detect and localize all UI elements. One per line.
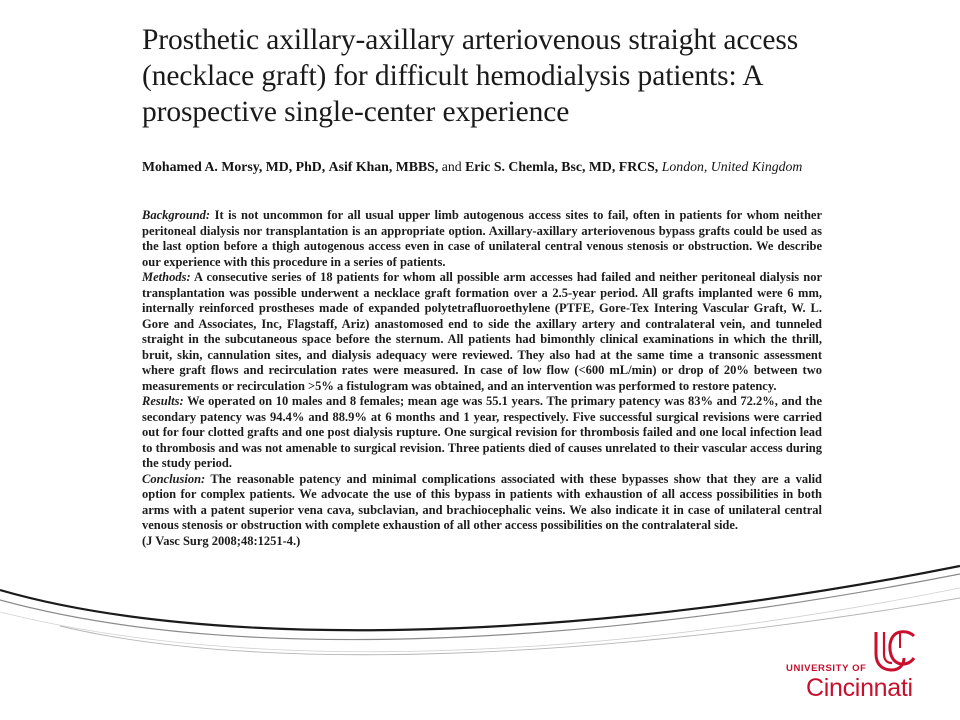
methods-label: Methods:: [142, 270, 191, 284]
results-label: Results:: [142, 394, 184, 408]
methods-text: A consecutive series of 18 patients for whom all possible arm accesses had failed and neither peritoneal dialysis nor transplantation was possible underwent a necklace graft formation over a 2.5-year period. All grafts implanted were 6 mm, internally reinforced prostheses made of expanded polytetrafluoroethylene (PTFE, Gore-Tex Intering Vascular Graft, W. L. Gore and Associates, Inc, Flagstaff, Ariz) anastomosed end to side the axillary artery and contralateral vein, and tunneled straight in the subcutaneous space before the sternum. All patients had bimonthly clinical examinations in which the thrill, bruit, skin, cannulation sites, and dialysis adequacy were reviewed. They also had at the same time a transonic assessment where graft flows and recirculation rates were measured. In case of low flow (<600 mL/min) or drop of 20% between two measurements or recirculation >5% a fistulogram was obtained, and an intervention was performed to restore patency.: [142, 270, 822, 393]
conclusion-label: Conclusion:: [142, 471, 206, 486]
results-text: We operated on 10 males and 8 females; mean age was 55.1 years. The primary patency was 83% and 72.2%, and the secondary patency was 94.4% and 88.9% at 6 months and 1 year, respectively. Five successful surgical revisions were carried out for four clotted grafts and one post dialysis rupture. One surgical revision for thrombosis failed and one local infection lead to thrombosis and was not amenable to surgical revision. Three patients died of causes unrelated to their vascular access during the study period.: [142, 394, 822, 470]
background-label: Background:: [142, 208, 211, 222]
logo-cincinnati: Cincinnati: [806, 674, 913, 702]
citation: (J Vasc Surg 2008;48:1251-4.): [142, 533, 301, 548]
university-logo: [786, 628, 936, 704]
author-conjunction: and: [441, 159, 462, 174]
conclusion-text: The reasonable patency and minimal complications associated with these bypasses show that they are a valid option for complex patients. We advocate the use of this bypass in patients with exhaustion of all access possibilities in both arms with a patent superior vena cava, subclavian, and brachiocephalic veins. We also indicate it in case of unilateral central venous stenosis or obstruction with complete exhaustion of all other access possibilities on the contralateral side.: [142, 471, 822, 532]
author-location: London, United Kingdom: [661, 159, 803, 174]
author-khan: Asif Khan, MBBS,: [328, 159, 439, 174]
logo-university-of: UNIVERSITY OF: [786, 663, 867, 674]
author-morsy: Mohamed A. Morsy, MD, PhD,: [142, 159, 326, 174]
author-chemla: Eric S. Chemla, Bsc, MD, FRCS,: [465, 159, 659, 174]
paper-title: Prosthetic axillary-axillary arteriovenous straight access (necklace graft) for difficult hemodialysis patients: A prospective single-center experience: [142, 24, 799, 128]
background-text: It is not uncommon for all usual upper limb autogenous access sites to fail, often in patients for whom neither peritoneal dialysis nor transplantation is an appropriate option. Axillary-axillary arteriovenous bypass grafts could be used as the last option before a thigh autogenous access even in case of unilateral central venous stenosis or obstruction. We describe our experience with this procedure in a series of patients.: [142, 208, 822, 269]
uc-monogram-icon: [870, 628, 918, 674]
